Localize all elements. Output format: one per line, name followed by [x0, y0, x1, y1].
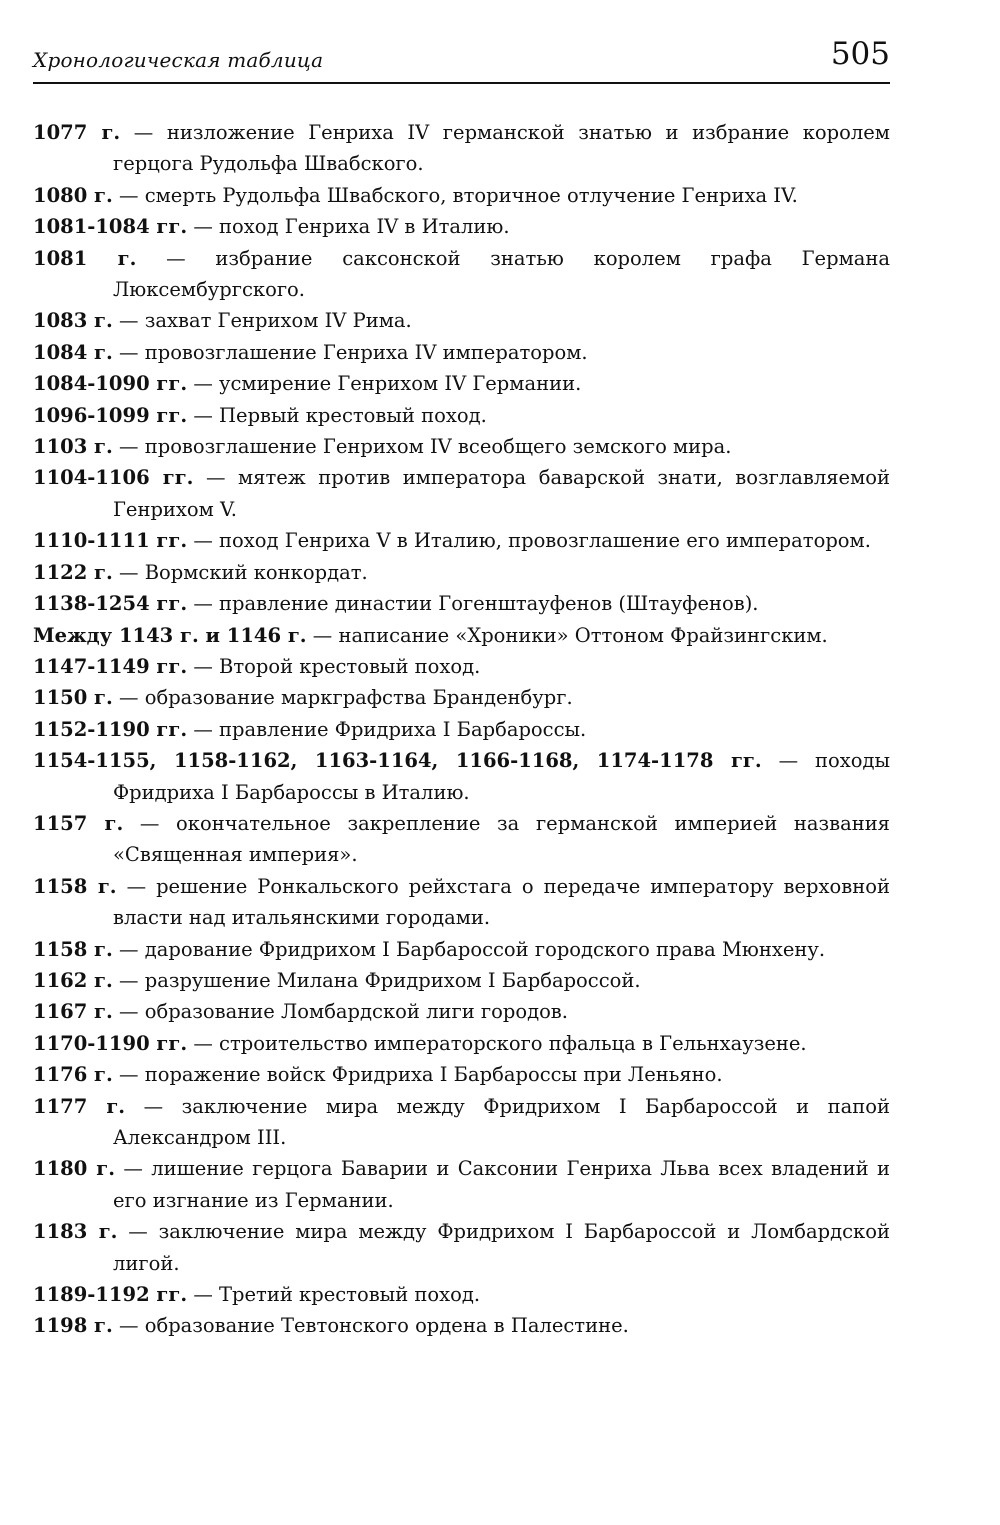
entry-date: 1104-1106 гг. [33, 466, 194, 490]
chronology-entry [33, 368, 890, 399]
chronology-entry [33, 714, 890, 745]
chronology-entry [33, 243, 890, 306]
entry-date: 1158 г. [33, 937, 113, 961]
entry-text: — усмирение Генрихом IV Германии. [187, 372, 582, 396]
entry-text: — Первый крестовый поход. [187, 403, 487, 427]
chronology-entry [33, 337, 890, 368]
entry-text: — заключение мира между Фридрихом I Барбароссой и папой Александром III. [113, 1094, 890, 1149]
entry-date: 1158 г. [33, 874, 117, 898]
entry-text: — решение Ронкальского рейхстага о передаче императору верховной власти над итальянскими городами. [113, 874, 890, 930]
chronology-entry [33, 211, 890, 242]
chronology-entry [33, 1153, 890, 1216]
chronology-entry [33, 682, 890, 713]
entry-text: — захват Генрихом IV Рима. [112, 309, 412, 333]
entry-date: 1081 г. [33, 246, 137, 270]
entry-date: 1080 г. [33, 183, 113, 207]
entry-text: — поход Генриха IV в Италию. [187, 215, 510, 239]
entry-text: — строительство императорского пфальца в Гельнхаузене. [187, 1031, 807, 1055]
entry-text: — дарование Фридрихом I Барбароссой городского права Мюнхену. [112, 937, 826, 961]
chronology-list [33, 117, 890, 1342]
entry-date: 1083 г. [33, 309, 113, 333]
entry-text: — правление Фридриха I Барбароссы. [187, 717, 587, 741]
entry-text: — Третий крестовый поход. [187, 1283, 481, 1307]
chronology-entry [33, 745, 890, 808]
entry-date: 1096-1099 гг. [33, 403, 188, 427]
chronology-entry [33, 620, 890, 651]
running-title: Хронологическая таблица [33, 48, 324, 72]
entry-date: 1110-1111 гг. [33, 529, 188, 553]
entry-date: 1084 г. [33, 340, 113, 364]
entry-date: 1189-1192 гг. [33, 1283, 188, 1307]
entry-text: — избрание саксонской знатью королем графа Германа Люксембургского. [113, 246, 890, 302]
entry-date: 1147-1149 гг. [33, 654, 188, 678]
entry-date: 1167 г. [33, 1000, 113, 1024]
chronology-entry [33, 588, 890, 619]
entry-text: — образование Ломбардской лиги городов. [112, 1000, 568, 1024]
chronology-entry [33, 1028, 890, 1059]
entry-date: 1157 г. [33, 811, 124, 835]
chronology-entry [33, 180, 890, 211]
entry-date: 1152-1190 гг. [33, 717, 188, 741]
chronology-entry [33, 525, 890, 556]
chronology-entry [33, 996, 890, 1027]
chronology-entry [33, 557, 890, 588]
entry-text: — низложение Генриха IV германской знатью и избрание королем герцога Рудольфа Швабского. [113, 121, 890, 176]
entry-date: 1081-1084 гг. [33, 215, 188, 239]
chronology-entry [33, 1216, 890, 1279]
entry-text: — написание «Хроники» Оттоном Фрайзингским. [306, 623, 828, 647]
page-number: 505 [830, 36, 890, 72]
entry-text: — заключение мира между Фридрихом I Барбароссой и Ломбардской лигой. [113, 1220, 890, 1275]
entry-date: 1162 г. [33, 968, 113, 992]
entry-text: — образование маркграфства Бранденбург. [112, 686, 573, 710]
entry-date: 1170-1190 гг. [33, 1031, 188, 1055]
entry-text: — лишение герцога Баварии и Саксонии Генриха Льва всех владений и его изгнание из Германии. [113, 1157, 890, 1212]
chronology-entry [33, 1310, 890, 1341]
entry-text: — поражение войск Фридриха I Барбароссы при Леньяно. [112, 1063, 723, 1087]
entry-text: — Второй крестовый поход. [187, 654, 481, 678]
entry-text: — Вормский конкордат. [112, 560, 368, 584]
entry-date: 1198 г. [33, 1314, 113, 1338]
entry-date: 1177 г. [33, 1094, 126, 1118]
page-header [33, 38, 890, 84]
chronology-entry [33, 400, 890, 431]
chronology-entry [33, 934, 890, 965]
entry-text: — провозглашение Генрихом IV всеобщего земского мира. [112, 435, 732, 459]
entry-date: 1150 г. [33, 686, 113, 710]
entry-date: 1154-1155, 1158-1162, 1163-1164, 1166-1168, 1174-1178 гг. [33, 749, 762, 773]
entry-text: — окончательное закрепление за германской империей названия «Священная империя». [113, 811, 890, 867]
chronology-entry [33, 651, 890, 682]
entry-date: Между 1143 г. и 1146 г. [33, 623, 307, 647]
chronology-entry [33, 117, 890, 180]
entry-text: — провозглашение Генриха IV императором. [112, 340, 588, 364]
entry-date: 1176 г. [33, 1063, 113, 1087]
chronology-entry [33, 808, 890, 871]
chronology-entry [33, 431, 890, 462]
entry-text: — поход Генриха V в Италию, провозглашение его императором. [187, 529, 871, 553]
entry-text: — разрушение Милана Фридрихом I Барбароссой. [112, 968, 641, 992]
entry-date: 1122 г. [33, 560, 113, 584]
chronology-entry [33, 1059, 890, 1090]
entry-date: 1103 г. [33, 435, 113, 459]
entry-text: — походы Фридриха I Барбароссы в Италию. [113, 749, 890, 804]
entry-date: 1183 г. [33, 1220, 118, 1244]
chronology-entry [33, 1091, 890, 1154]
chronology-entry [33, 462, 890, 525]
entry-date: 1180 г. [33, 1157, 115, 1181]
chronology-entry [33, 305, 890, 336]
chronology-entry [33, 1279, 890, 1310]
entry-date: 1084-1090 гг. [33, 372, 188, 396]
chronology-entry [33, 965, 890, 996]
entry-text: — смерть Рудольфа Швабского, вторичное отлучение Генриха IV. [112, 183, 798, 207]
entry-text: — мятеж против императора баварской знати, возглавляемой Генрихом V. [113, 466, 890, 521]
entry-date: 1138-1254 гг. [33, 592, 188, 616]
entry-text: — правление династии Гогенштауфенов (Штауфенов). [187, 592, 759, 616]
chronology-entry [33, 871, 890, 934]
entry-date: 1077 г. [33, 121, 121, 144]
entry-text: — образование Тевтонского ордена в Палестине. [112, 1314, 629, 1338]
